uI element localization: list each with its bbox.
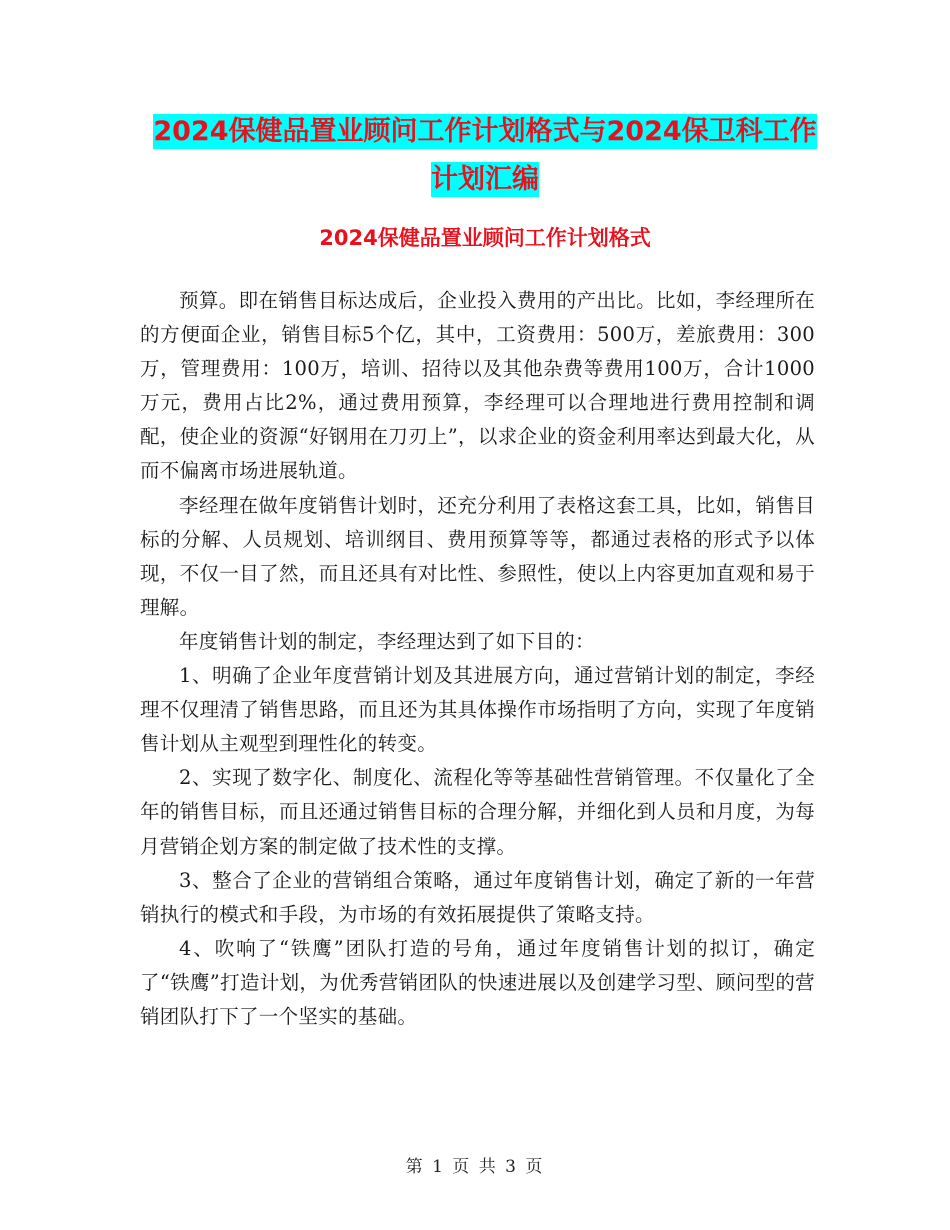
- paragraph-tables: 李经理在做年度销售计划时，还充分利用了表格这套工具，比如，销售目标的分解、人员规划、培训纲目、费用预算等等，都通过表格的形式予以体现，不仅一目了然，而且还具有对比性、参照性，使以上内容更加直观和易于理解。: [140, 493, 815, 619]
- paragraph-goal-2: 2、实现了数字化、制度化、流程化等等基础性营销管理。不仅量化了全年的销售目标，而且还通过销售目标的合理分解，并细化到人员和月度，为每月营销企划方案的制定做了技术性的支撑。: [140, 766, 815, 858]
- document-body: [140, 284, 815, 1034]
- paragraph-goal-3: 3、整合了企业的营销组合策略，通过年度销售计划，确定了新的一年营销执行的模式和手段，为市场的有效拓展提供了策略支持。: [140, 868, 815, 926]
- paragraph-goal-4: 4、吹响了“铁鹰”团队打造的号角，通过年度销售计划的拟订，确定了“铁鹰”打造计划，为优秀营销团队的快速进展以及创建学习型、顾问型的营销团队打下了一个坚实的基础。: [140, 936, 815, 1028]
- document-title: [140, 108, 830, 204]
- page-number-footer: 第 1 页 共 3 页: [405, 1157, 545, 1177]
- paragraph-goal-1: 1、明确了企业年度营销计划及其进展方向，通过营销计划的制定，李经理不仅理清了销售思路，而且还为其具体操作市场指明了方向，实现了年度销售计划从主观型到理性化的转变。: [140, 664, 815, 756]
- paragraph-goals-intro: 年度销售计划的制定，李经理达到了如下目的：: [179, 629, 595, 653]
- paragraph-budget: 预算。即在销售目标达成后，企业投入费用的产出比。比如，李经理所在的方便面企业，销售目标5个亿，其中，工资费用：500万，差旅费用：300万，管理费用：100万，培训、招待以及其他杂费等费用100万，合计1000万元，费用占比2%，通过费用预算，李经理可以合理地进行费用控制和调配，使企业的资源“好钢用在刀刃上”，以求企业的资金利用率达到最大化，从而不偏离市场进展轨道。: [140, 289, 815, 483]
- document-title-text: 2024保健品置业顾问工作计划格式与2024保卫科工作计划汇编: [153, 116, 817, 195]
- section-title: 2024保健品置业顾问工作计划格式: [319, 226, 651, 250]
